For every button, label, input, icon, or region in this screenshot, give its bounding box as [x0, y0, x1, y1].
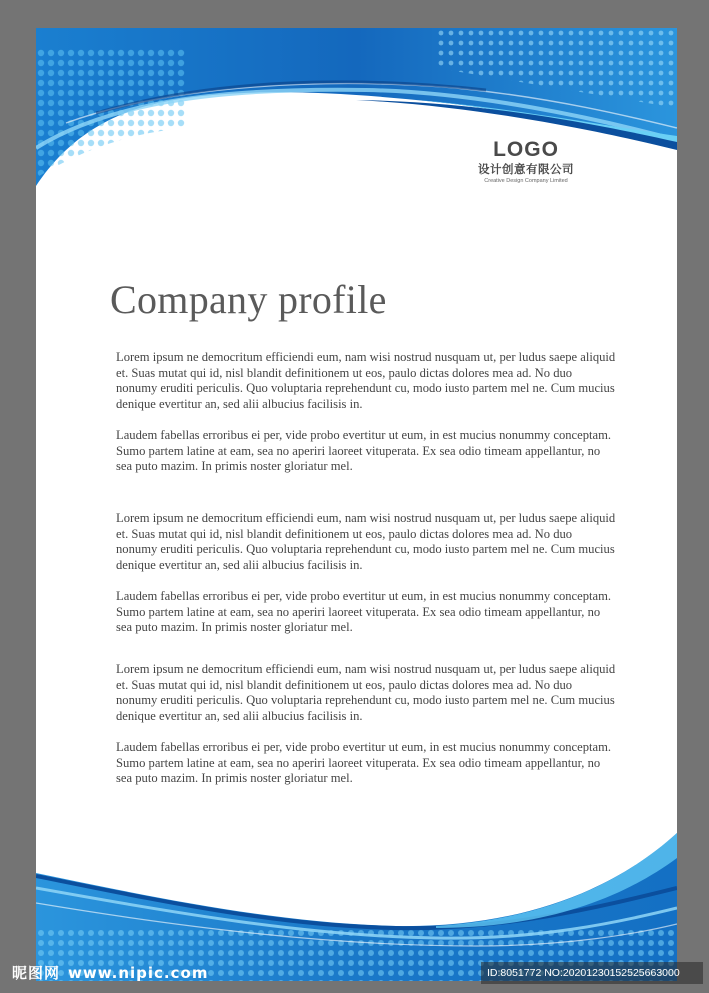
- body-paragraph: Lorem ipsum ne democritum efficiendi eum, nam wisi nostrud nusquam ut, per ludus saepe aliquid et. Suas mutat qui id, nisl blandit definitionem ut eos, paulo dictas dolores mea ad. No duo nonumy eruditi periculis. Quo voluptaria reprehendunt cu, modo iusto partem mel ne. Cum mucius denique evertitur an, sed alii albucius facilisis in.: [116, 350, 616, 411]
- logo-english-name: Creative Design Company Limited: [484, 178, 568, 184]
- body-paragraph: Lorem ipsum ne democritum efficiendi eum, nam wisi nostrud nusquam ut, per ludus saepe aliquid et. Suas mutat qui id, nisl blandit definitionem ut eos, paulo dictas dolores mea ad. No duo nonumy eruditi periculis. Quo voluptaria reprehendunt cu, modo iusto partem mel ne. Cum mucius denique evertitur an, sed alii albucius facilisis in.: [116, 511, 616, 572]
- company-logo: [456, 138, 596, 185]
- logo-text: LOGO: [493, 138, 559, 161]
- body-paragraph: Lorem ipsum ne democritum efficiendi eum, nam wisi nostrud nusquam ut, per ludus saepe aliquid et. Suas mutat qui id, nisl blandit definitionem ut eos, paulo dictas dolores mea ad. No duo nonumy eruditi periculis. Quo voluptaria reprehendunt cu, modo iusto partem mel ne. Cum mucius denique evertitur an, sed alii albucius facilisis in.: [116, 662, 616, 723]
- page-title: Company profile: [110, 277, 387, 322]
- body-paragraph: Laudem fabellas erroribus ei per, vide probo evertitur ut eum, in est mucius nonummy conceptam. Sumo partem latine at eam, sea no aperiri laoreet vituperata. Ex sea odio timeam appellantur, no sea puto mazim. In primis noster gloriatur mel.: [116, 428, 612, 473]
- site-watermark: [12, 962, 208, 983]
- site-name-cn: 昵图网: [12, 964, 61, 982]
- image-id-watermark: ID:8051772 NO:20201230152525663000: [481, 962, 703, 984]
- body-paragraph: Laudem fabellas erroribus ei per, vide probo evertitur ut eum, in est mucius nonummy conceptam. Sumo partem latine at eam, sea no aperiri laoreet vituperata. Ex sea odio timeam appellantur, no sea puto mazim. In primis noster gloriatur mel.: [116, 740, 612, 785]
- bottom-wave-decoration: [36, 828, 677, 981]
- body-paragraph: Laudem fabellas erroribus ei per, vide probo evertitur ut eum, in est mucius nonummy conceptam. Sumo partem latine at eam, sea no aperiri laoreet vituperata. Ex sea odio timeam appellantur, no sea puto mazim. In primis noster gloriatur mel.: [116, 589, 612, 634]
- logo-chinese-name: 设计创意有限公司: [478, 162, 574, 176]
- site-url: www.nipic.com: [68, 964, 209, 982]
- letterhead-page: [36, 28, 677, 981]
